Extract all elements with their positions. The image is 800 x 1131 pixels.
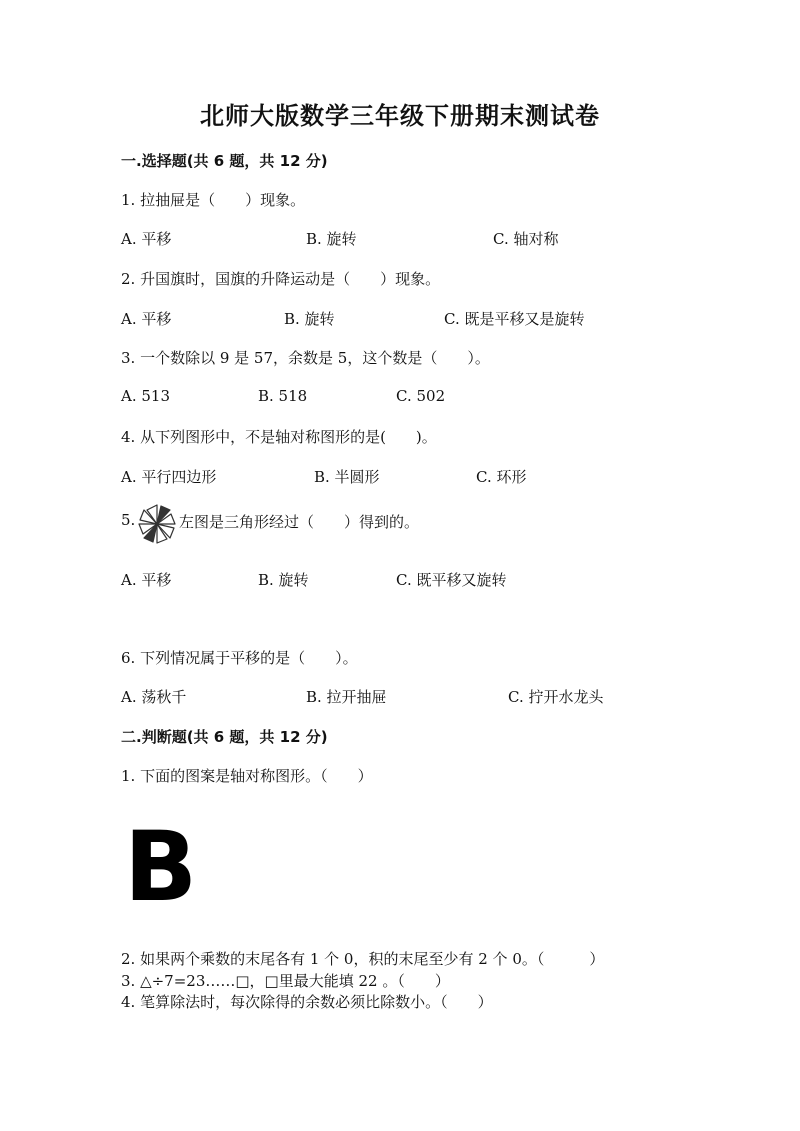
section-heading-judgment: 二.判断题(共 6 题，共 12 分) — [121, 728, 328, 746]
option-4a: A. 平行四边形 — [121, 468, 217, 486]
judgment-3: 3. △÷7=23……□，□里最大能填 22 。（ ） — [121, 972, 450, 990]
judgment-4: 4. 笔算除法时，每次除得的余数必须比除数小。（ ） — [121, 993, 493, 1011]
question-6: 6. 下列情况属于平移的是（ ）。 — [121, 649, 358, 667]
question-5-number: 5. — [121, 511, 136, 529]
section-heading-choice: 一.选择题(共 6 题，共 12 分) — [121, 152, 328, 170]
question-4: 4. 从下列图形中，不是轴对称图形的是( )。 — [121, 428, 437, 446]
option-4c: C. 环形 — [476, 468, 527, 486]
question-5: 左图是三角形经过（ ）得到的。 — [179, 513, 420, 531]
option-5a: A. 平移 — [121, 571, 172, 589]
option-1a: A. 平移 — [121, 230, 172, 248]
letter-b-figure — [124, 811, 198, 923]
question-3: 3. 一个数除以 9 是 57，余数是 5，这个数是（ ）。 — [121, 349, 490, 367]
question-2: 2. 升国旗时，国旗的升降运动是（ ）现象。 — [121, 270, 441, 288]
letter-b-text: B — [124, 811, 198, 923]
option-1c: C. 轴对称 — [493, 230, 559, 248]
option-5b: B. 旋转 — [258, 571, 309, 589]
option-3c: C. 502 — [396, 387, 446, 405]
option-4b: B. 半圆形 — [314, 468, 380, 486]
option-2b: B. 旋转 — [284, 310, 335, 328]
page-title: 北师大版数学三年级下册期末测试卷 — [200, 101, 600, 130]
option-3a: A. 513 — [121, 387, 170, 405]
pinwheel-triangle-figure — [137, 502, 177, 546]
option-2c: C. 既是平移又是旋转 — [444, 310, 585, 328]
question-1: 1. 拉抽屉是（ ）现象。 — [121, 191, 306, 209]
option-1b: B. 旋转 — [306, 230, 357, 248]
judgment-1: 1. 下面的图案是轴对称图形。（ ） — [121, 767, 373, 785]
option-2a: A. 平移 — [121, 310, 172, 328]
option-6b: B. 拉开抽屉 — [306, 688, 387, 706]
option-3b: B. 518 — [258, 387, 308, 405]
option-6a: A. 荡秋千 — [121, 688, 187, 706]
judgment-2: 2. 如果两个乘数的末尾各有 1 个 0，积的末尾至少有 2 个 0。（ ） — [121, 950, 605, 968]
option-6c: C. 拧开水龙头 — [508, 688, 604, 706]
option-5c: C. 既平移又旋转 — [396, 571, 507, 589]
